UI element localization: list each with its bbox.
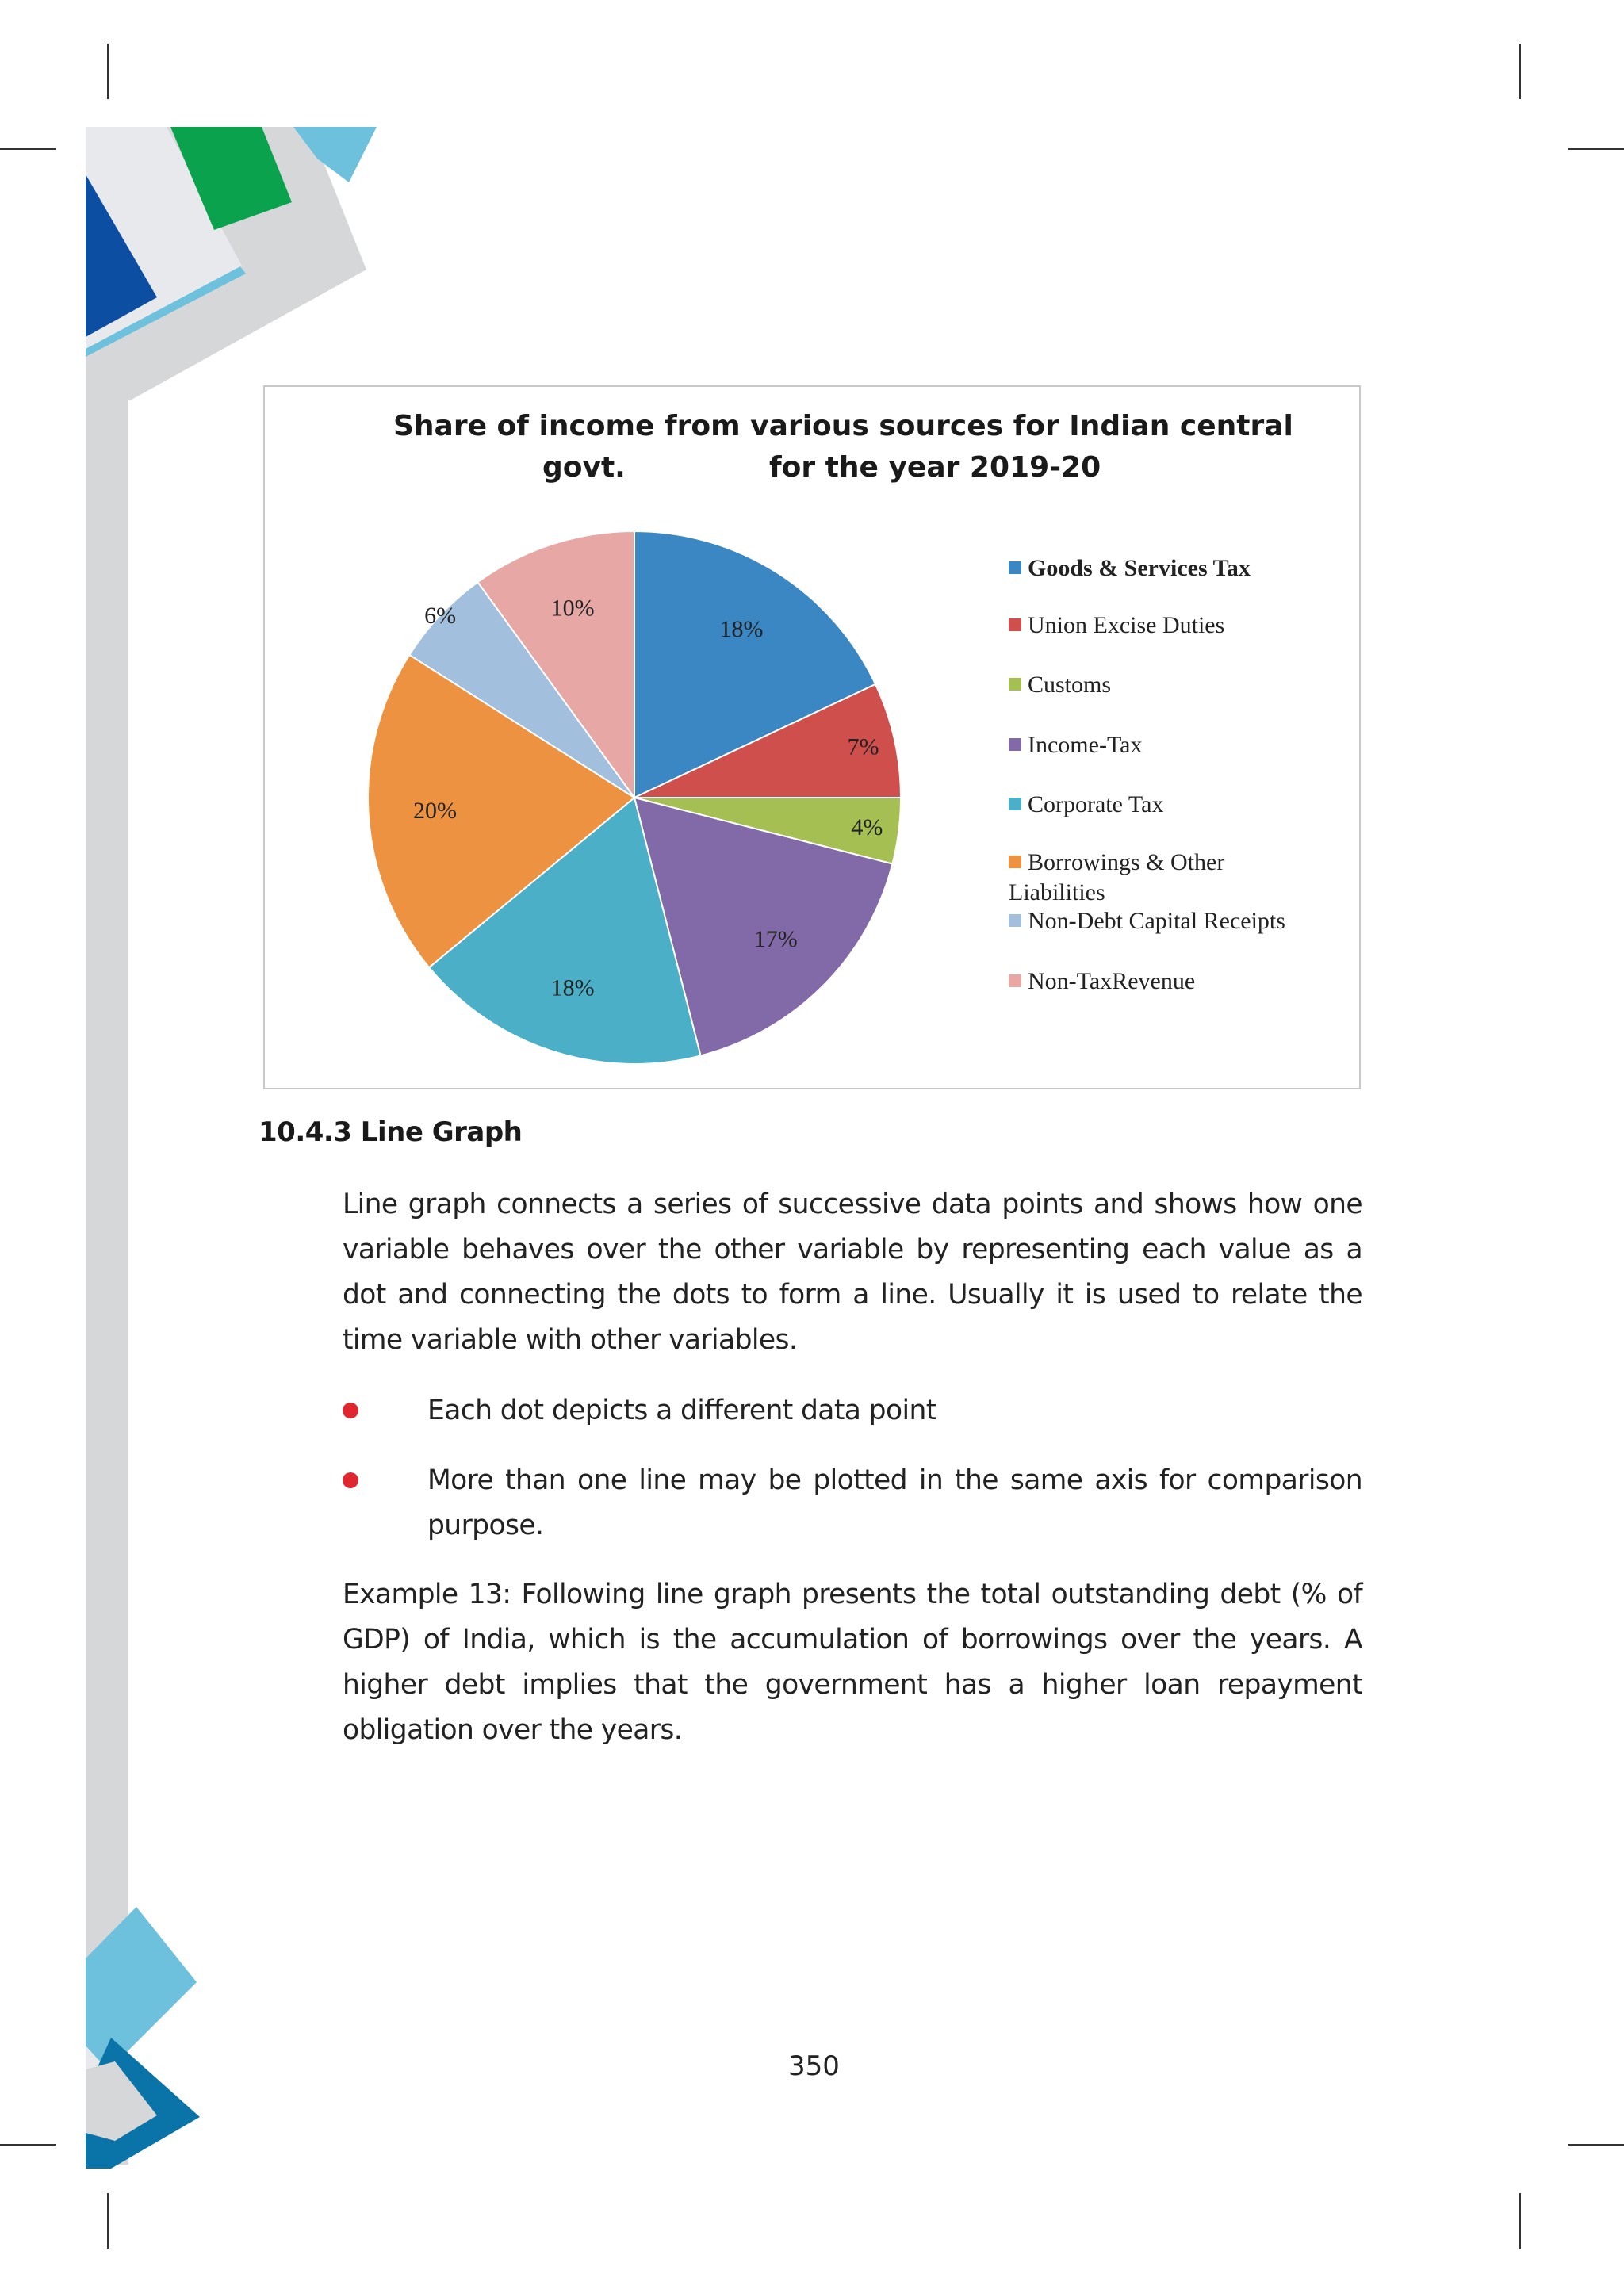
legend-label: Income-Tax xyxy=(1028,732,1143,758)
pie-data-label: 4% xyxy=(851,814,883,841)
bullet-item: More than one line may be plotted in the same axis for comparison purpose. xyxy=(427,1464,1362,1541)
legend-item xyxy=(1009,670,1111,700)
legend-label: Non-TaxRevenue xyxy=(1028,968,1196,994)
page-number: 350 xyxy=(788,2050,840,2082)
legend-label: Customs xyxy=(1028,672,1112,698)
pie-data-label: 10% xyxy=(550,595,595,622)
body-paragraph: Line graph connects a series of successive data points and shows how one variable behaves over the other variable by representing each value as a dot and connecting the dots to form a line. Usually it is used to relate the time variable with other variables. xyxy=(343,1189,1362,1356)
legend-swatch xyxy=(1009,738,1021,751)
chart-title-line1: Share of income from various sources for Indian central xyxy=(393,410,1293,442)
pie-data-label: 18% xyxy=(719,616,764,643)
legend-label: Liabilities xyxy=(1009,879,1105,905)
section-heading: 10.4.3 Line Graph xyxy=(259,1116,523,1148)
legend-item xyxy=(1009,611,1224,641)
legend-item xyxy=(1009,730,1143,760)
chart-title-line2-right: for the year 2019-20 xyxy=(769,451,1101,484)
bullet-dot-icon xyxy=(343,1472,358,1488)
legend-swatch xyxy=(1009,678,1021,691)
chart-title-line2-left: govt. xyxy=(542,451,626,484)
side-strip xyxy=(86,127,128,2165)
pie-data-label: 6% xyxy=(424,602,457,629)
legend-swatch xyxy=(1009,914,1021,927)
pie-data-label: 7% xyxy=(847,733,879,760)
legend-item xyxy=(1009,848,1224,878)
legend-swatch xyxy=(1009,856,1021,868)
pie-chart-figure xyxy=(263,385,1361,1089)
legend-item xyxy=(1009,906,1285,936)
bullet-dot-icon xyxy=(343,1403,358,1418)
legend-swatch xyxy=(1009,798,1021,810)
bullet-item: Each dot depicts a different data point xyxy=(427,1395,936,1426)
pie-data-label: 18% xyxy=(550,974,595,1001)
pie-chart xyxy=(265,387,1362,1091)
legend-swatch xyxy=(1009,974,1021,987)
legend-swatch xyxy=(1009,618,1021,631)
legend-item-continued xyxy=(1009,878,1105,908)
legend-item xyxy=(1009,790,1163,820)
pie-data-label: 17% xyxy=(753,926,798,953)
legend-label: Corporate Tax xyxy=(1028,791,1164,817)
legend-item xyxy=(1009,967,1195,997)
example-paragraph: Example 13: Following line graph presents the total outstanding debt (% of GDP) of India, which is the accumulation of borrowings over the years. A higher debt implies that the government has a higher loan repayment obligation over the years. xyxy=(343,1579,1362,1746)
legend-label: Borrowings & Other xyxy=(1028,849,1225,875)
legend-label: Non-Debt Capital Receipts xyxy=(1028,908,1285,934)
legend-label: Union Excise Duties xyxy=(1028,612,1225,638)
legend-label: Goods & Services Tax xyxy=(1028,555,1251,581)
pie-data-label: 20% xyxy=(412,797,457,824)
legend-item xyxy=(1009,553,1251,584)
legend-swatch xyxy=(1009,561,1021,574)
